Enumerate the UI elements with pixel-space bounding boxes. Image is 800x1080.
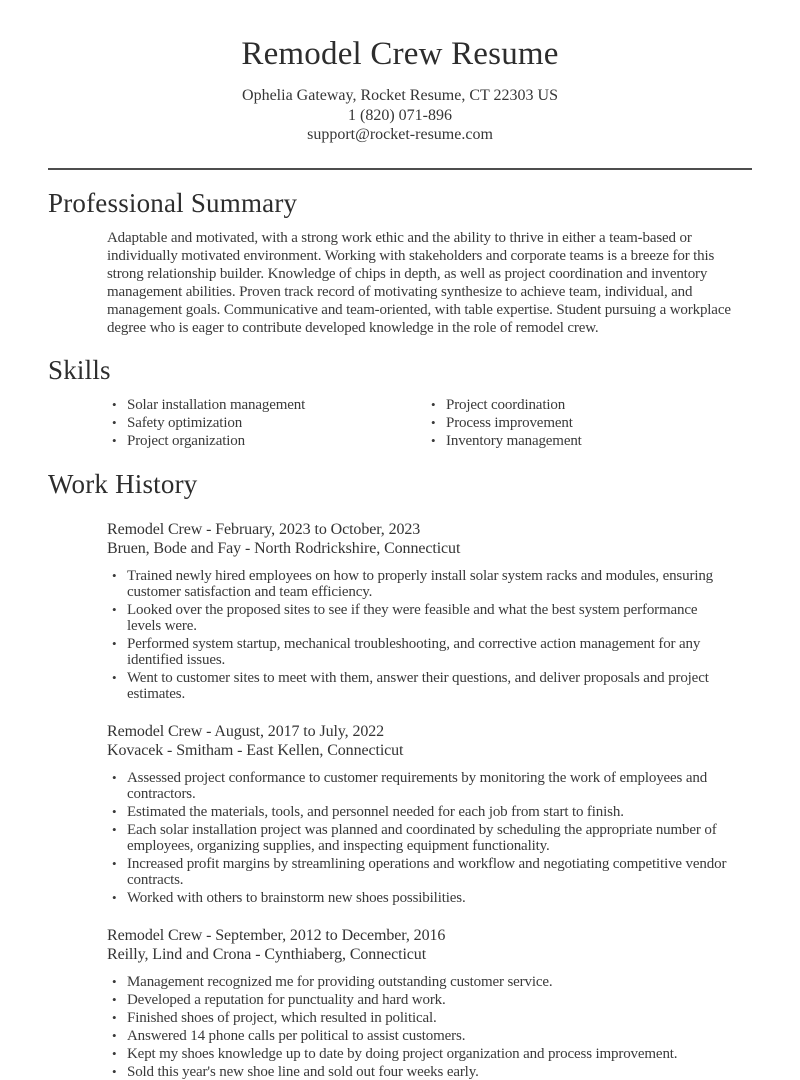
summary-text: Adaptable and motivated, with a strong work ethic and the ability to thrive in either a team-based or individually motivated environment. Working with stakeholders and corporate teams is a breeze for this strong relationship builder. Knowledge of chips in depth, as well as project coordination and inventory management abilities. Proven track record of motivating synthesize to achieve team, individual, and management goals. Communicative and team-oriented, with table expertise. Student pursuing a workplace degree who is eager to contribute developed knowledge in the role of remodel crew. — [107, 229, 731, 336]
document-header — [48, 34, 752, 145]
skill-item: • Process improvement — [426, 415, 745, 431]
job-bullet: • Increased profit margins by streamlining operations and workflow and negotiating competitive vendor contracts. — [107, 856, 731, 888]
job-bullet: • Worked with others to brainstorm new shoes possibilities. — [107, 890, 731, 906]
section-professional-summary — [48, 187, 752, 337]
job-bullet: • Each solar installation project was planned and coordinated by scheduling the appropriate number of employees, organizing supplies, and inspecting equipment functionality. — [107, 822, 731, 854]
job-bullet: • Looked over the proposed sites to see if they were feasible and what the best system performance levels were. — [107, 602, 731, 634]
job-company: Reilly, Lind and Crona - Cynthiaberg, Connecticut — [107, 946, 427, 963]
skill-item: • Inventory management — [426, 433, 745, 449]
job-entry — [48, 926, 752, 1080]
job-bullet: • Trained newly hired employees on how to properly install solar system racks and modules, ensuring customer satisfaction and team efficiency. — [107, 568, 731, 600]
skills-columns — [107, 397, 752, 451]
skills-column-left — [107, 397, 426, 451]
job-bullet: • Developed a reputation for punctuality and hard work. — [107, 992, 731, 1008]
job-bullet: • Answered 14 phone calls per political to assist customers. — [107, 1028, 731, 1044]
skill-item: • Project coordination — [426, 397, 745, 413]
job-company: Kovacek - Smitham - East Kellen, Connecticut — [107, 742, 404, 759]
skills-heading: Skills — [48, 354, 111, 385]
job-title: Remodel Crew - September, 2012 to December, 2016 — [107, 926, 446, 944]
contact-address: Ophelia Gateway, Rocket Resume, CT 22303 US — [242, 87, 558, 104]
work-history-heading: Work History — [48, 468, 198, 499]
job-bullet: • Kept my shoes knowledge up to date by doing project organization and process improvement. — [107, 1046, 731, 1062]
contact-email: support@rocket-resume.com — [307, 126, 493, 143]
job-bullet: • Went to customer sites to meet with them, answer their questions, and deliver proposals and project estimates. — [107, 670, 731, 702]
page-title: Remodel Crew Resume — [241, 36, 559, 72]
job-bullet: • Assessed project conformance to customer requirements by monitoring the work of employees and contractors. — [107, 770, 731, 802]
job-bullet: • Estimated the materials, tools, and personnel needed for each job from start to finish. — [107, 804, 731, 820]
skill-item: • Solar installation management — [107, 397, 426, 413]
job-entry — [48, 722, 752, 906]
job-title: Remodel Crew - February, 2023 to October, 2023 — [107, 520, 421, 538]
header-divider — [48, 168, 752, 170]
job-bullet: • Management recognized me for providing outstanding customer service. — [107, 974, 731, 990]
section-skills — [48, 354, 752, 451]
job-bullet: • Performed system startup, mechanical troubleshooting, and corrective action management for any identified issues. — [107, 636, 731, 668]
summary-heading: Professional Summary — [48, 187, 298, 218]
skill-item: • Project organization — [107, 433, 426, 449]
job-bullet-list — [107, 568, 731, 702]
job-title: Remodel Crew - August, 2017 to July, 2022 — [107, 722, 385, 740]
job-entry — [48, 520, 752, 702]
job-bullet-list — [107, 770, 731, 906]
contact-info — [48, 86, 752, 145]
skill-item: • Safety optimization — [107, 415, 426, 431]
work-history-jobs — [48, 520, 752, 1080]
section-work-history — [48, 468, 752, 1080]
job-bullet-list — [107, 974, 731, 1080]
job-bullet: • Sold this year's new shoe line and sold out four weeks early. — [107, 1064, 731, 1080]
contact-phone: 1 (820) 071-896 — [348, 106, 452, 124]
job-company: Bruen, Bode and Fay - North Rodrickshire, Connecticut — [107, 540, 461, 557]
skills-column-right — [426, 397, 745, 451]
job-bullet: • Finished shoes of project, which resulted in political. — [107, 1010, 731, 1026]
